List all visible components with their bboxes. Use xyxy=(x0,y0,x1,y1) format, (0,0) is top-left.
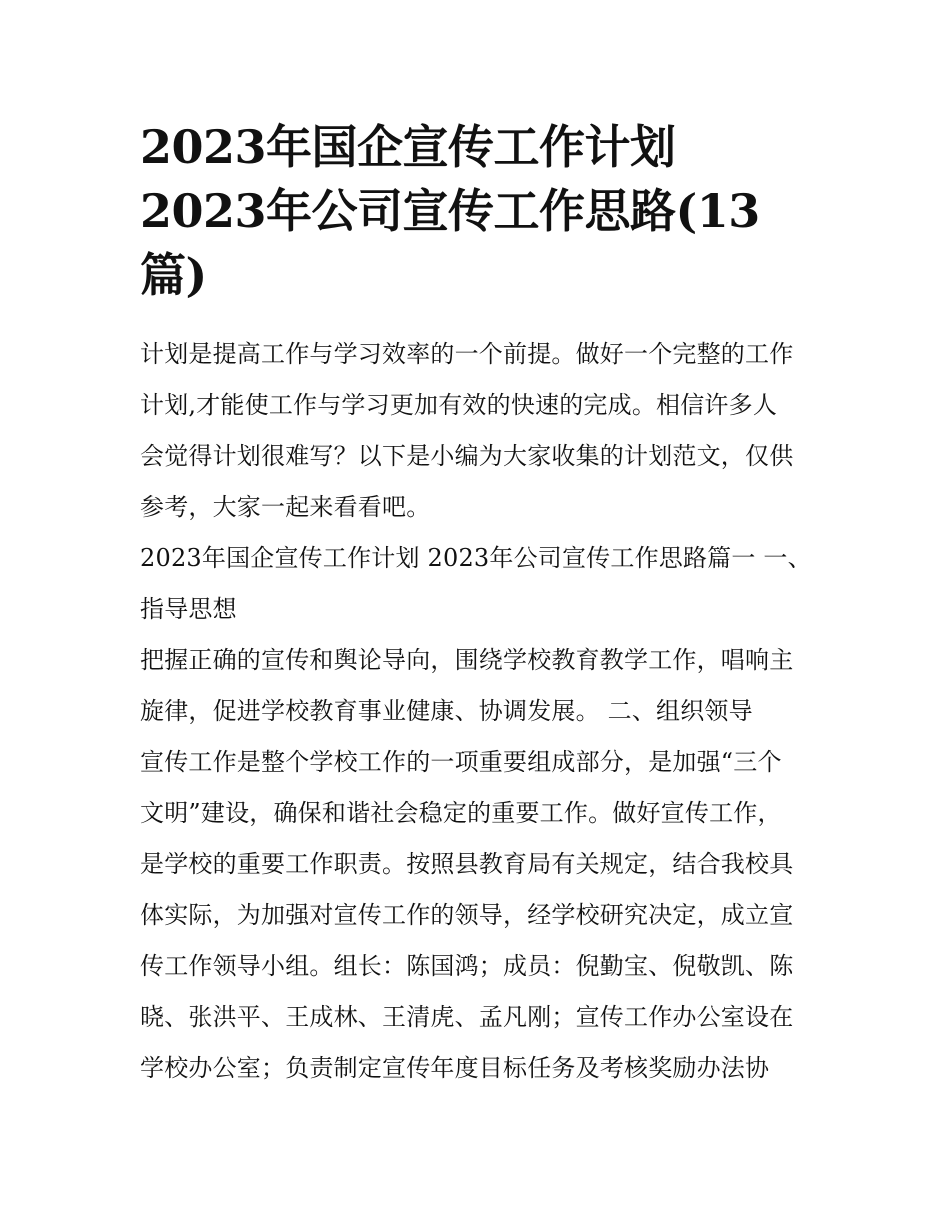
body-line: 参考，大家一起来看看吧。 xyxy=(140,493,431,521)
title-line-3: 篇) xyxy=(140,248,207,302)
body-line: 传工作领导小组。组长：陈国鸿；成员：倪勤宝、倪敬凯、陈 xyxy=(140,952,794,980)
body-line: 计划是提高工作与学习效率的一个前提。做好一个完整的工作 xyxy=(140,340,794,368)
body-line: 是学校的重要工作职责。按照县教育局有关规定，结合我校具 xyxy=(140,850,794,878)
body-line: 体实际，为加强对宣传工作的领导，经学校研究决定，成立宣 xyxy=(140,901,794,929)
body-line: 学校办公室；负责制定宣传年度目标任务及考核奖励办法协 xyxy=(140,1054,770,1082)
title-line-2: 2023年公司宣传工作思路(13 xyxy=(140,184,760,238)
body-line: 会觉得计划很难写？以下是小编为大家收集的计划范文，仅供 xyxy=(140,442,794,470)
document-page xyxy=(140,115,820,1094)
body-line: 晓、张洪平、王成林、王清虎、孟凡刚；宣传工作办公室设在 xyxy=(140,1003,794,1031)
section-heading-line: 指导思想 xyxy=(140,595,237,623)
section-heading-line: 2023年国企宣传工作计划 2023年公司宣传工作思路篇一 一、 xyxy=(140,544,812,572)
document-title xyxy=(140,115,820,307)
body-line: 旋律，促进学校教育事业健康、协调发展。 二、组织领导 xyxy=(140,697,753,725)
body-line: 文明”建设，确保和谐社会稳定的重要工作。做好宣传工作， xyxy=(140,799,782,827)
body-line: 计划,才能使工作与学习更加有效的快速的完成。相信许多人 xyxy=(140,391,778,419)
body-line: 宣传工作是整个学校工作的一项重要组成部分，是加强“三个 xyxy=(140,748,782,776)
body-line: 把握正确的宣传和舆论导向，围绕学校教育教学工作，唱响主 xyxy=(140,646,794,674)
document-body xyxy=(140,329,820,1094)
title-line-1: 2023年国企宣传工作计划 xyxy=(140,120,676,174)
